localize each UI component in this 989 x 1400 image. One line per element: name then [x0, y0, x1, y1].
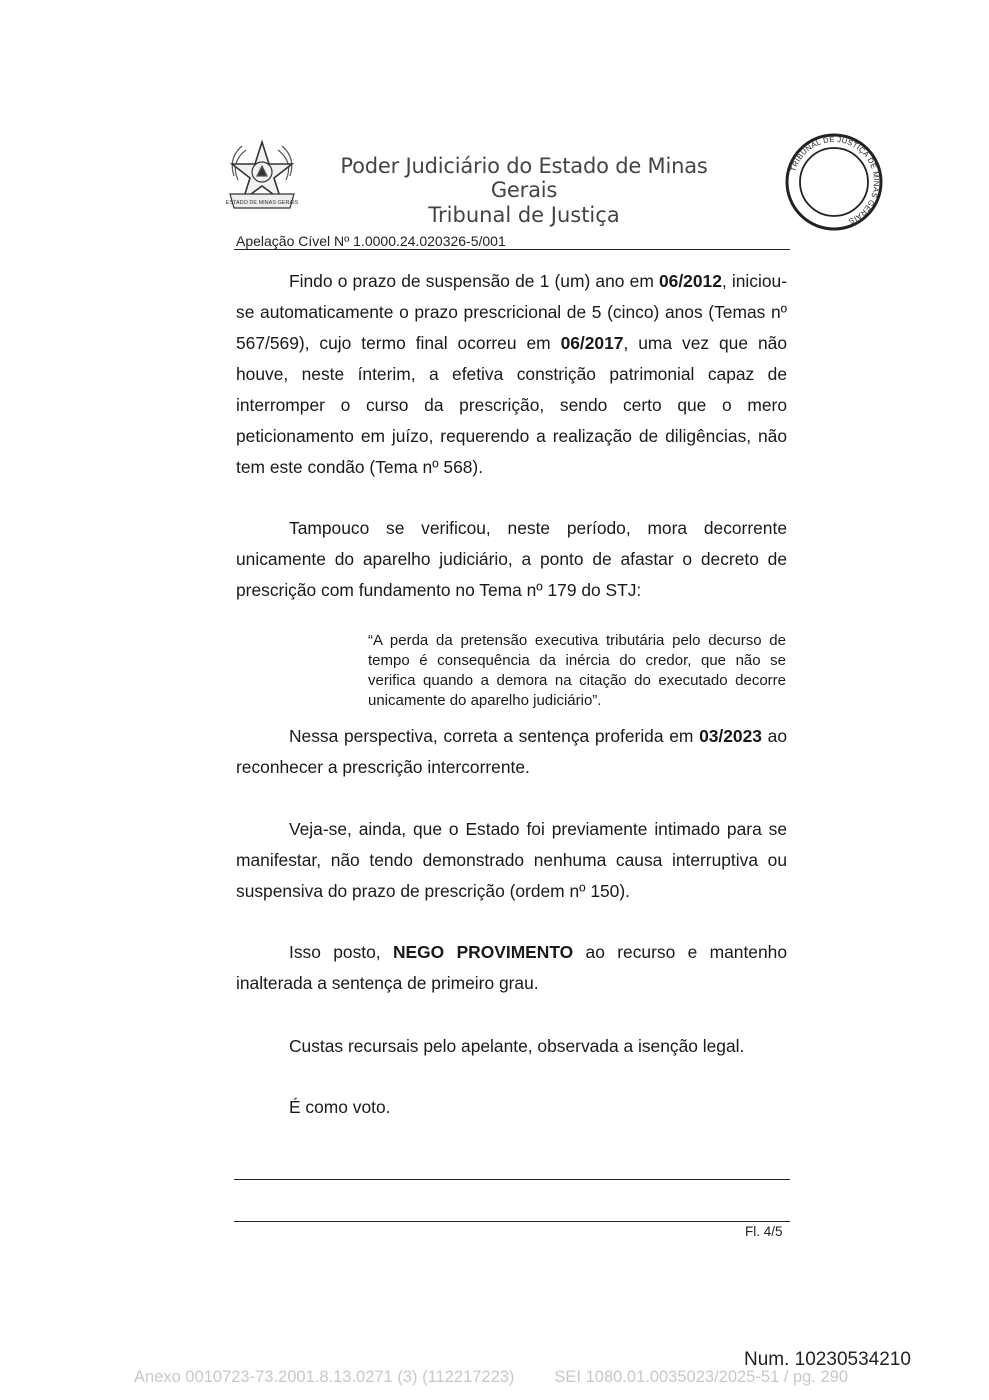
annex-stamp: [134, 1368, 848, 1387]
paragraph-2: Tampouco se verificou, neste período, mora decorrente unicamente do aparelho judiciário, a ponto de afastar o decreto de prescrição com fundamento no Tema nº 179 do STJ:: [236, 518, 787, 600]
header-divider: [234, 249, 790, 250]
header-title-line2: Tribunal de Justiça: [428, 203, 620, 227]
court-header: [314, 154, 734, 227]
footer-divider-2: [234, 1221, 790, 1222]
paragraph-3: Nessa perspectiva, correta a sentença proferida em 03/2023 ao reconhecer a prescrição intercorrente.: [236, 726, 787, 777]
annex-left: Anexo 0010723-73.2001.8.13.0271 (3) (112217223): [134, 1368, 515, 1386]
paragraph-5: Isso posto, NEGO PROVIMENTO ao recurso e mantenho inalterada a sentença de primeiro grau.: [236, 942, 787, 993]
document-number: Num. 10230534210: [744, 1349, 911, 1370]
annex-right: SEI 1080.01.0035023/2025-51 / pg. 290: [554, 1368, 849, 1386]
logo-text: ESTADO DE MINAS GERAIS: [225, 200, 299, 206]
court-seal: [784, 132, 884, 232]
paragraph-6: Custas recursais pelo apelante, observada a isenção legal.: [289, 1036, 745, 1056]
paragraph-7: É como voto.: [289, 1097, 391, 1117]
footer-divider-1: [234, 1179, 790, 1180]
court-seal-icon: [784, 132, 884, 232]
date-bold: 06/2012: [659, 271, 722, 291]
date-bold: 03/2023: [699, 726, 762, 746]
decision-bold: NEGO PROVIMENTO: [393, 942, 574, 962]
header-title-line1: Poder Judiciário do Estado de Minas Gerais: [340, 154, 708, 202]
seal-text: TRIBUNAL DE JUSTIÇA DE MINAS GERAIS: [788, 134, 882, 226]
coat-of-arms-logo: [224, 136, 300, 216]
date-bold: 06/2017: [560, 333, 624, 353]
block-quote: “A perda da pretensão executiva tributária pelo decurso de tempo é consequência da inércia do credor, que não se verifica quando a demora na citação do executado decorre unicamente do aparelho judiciário”.: [368, 632, 786, 709]
paragraph-4: Veja-se, ainda, que o Estado foi previamente intimado para se manifestar, não tendo demonstrado nenhuma causa interruptiva ou suspensiva do prazo de prescrição (ordem nº 150).: [236, 819, 787, 901]
page-number: Fl. 4/5: [745, 1224, 783, 1239]
coat-of-arms-icon: [224, 136, 300, 216]
paragraph-1: Findo o prazo de suspensão de 1 (um) ano em 06/2012, iniciou-se automaticamente o prazo prescricional de 5 (cinco) anos (Temas nº 567/569), cujo termo final ocorreu em 06/2017, uma vez que não houve, neste ínterim, a efetiva constrição patrimonial capaz de interromper o curso da prescrição, sendo certo que o mero peticionamento em juízo, requerendo a realização de diligências, não tem este condão (Tema nº 568).: [236, 271, 787, 477]
case-reference: Apelação Cível Nº 1.0000.24.020326-5/001: [236, 233, 506, 249]
